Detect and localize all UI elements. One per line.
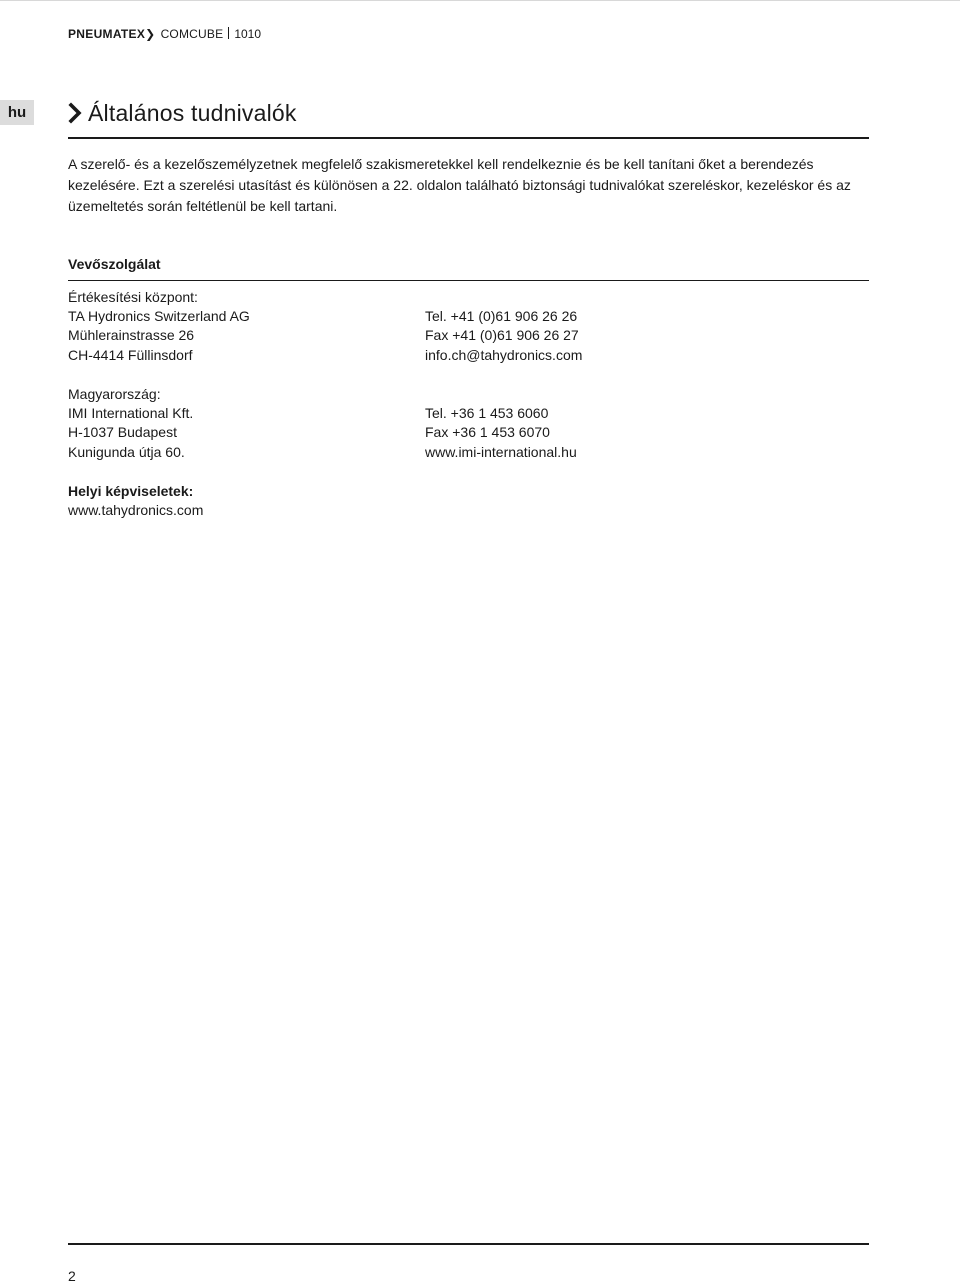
hungary-fax: Fax +36 1 453 6070 — [425, 424, 550, 440]
brand-name: PNEUMATEX — [68, 27, 146, 41]
chevron-right-icon: ❯ — [145, 27, 156, 41]
hq-street: Mühlerainstrasse 26 — [68, 327, 195, 343]
header-separator — [228, 27, 229, 39]
footer-rule — [68, 1243, 869, 1245]
hq-city: CH-4414 Füllinsdorf — [68, 347, 193, 363]
model-number: 1010 — [234, 27, 262, 41]
hungary-phone: Tel. +36 1 453 6060 — [425, 405, 549, 421]
hungary-website-link[interactable]: www.imi-international.hu — [425, 444, 577, 460]
hq-phone: Tel. +41 (0)61 906 26 26 — [425, 308, 578, 324]
hq-label: Értékesítési központ: — [68, 289, 198, 305]
service-heading: Vevőszolgálat — [68, 256, 161, 272]
page-title: Általános tudnivalók — [88, 100, 297, 126]
intro-paragraph: A szerelő- és a kezelőszemélyzetnek megfelelő szakismeretekkel kell rendelkeznie és be kell tanítani őket a berendezés kezelésére. Ezt a szerelési utasítást és különösen a 22. oldalon található biztonsági tudnivalókat szereléskor, kezeléskor és az üzemeltetés során feltétlenül be kell tartani. — [68, 156, 851, 214]
product-name: COMCUBE — [160, 27, 224, 41]
language-tab: hu — [0, 100, 34, 125]
title-rule — [68, 137, 869, 139]
hungary-company: IMI International Kft. — [68, 405, 194, 421]
hungary-city: H-1037 Budapest — [68, 424, 177, 440]
hq-fax: Fax +41 (0)61 906 26 27 — [425, 327, 579, 343]
local-reps-link[interactable]: www.tahydronics.com — [68, 502, 204, 518]
hungary-street: Kunigunda útja 60. — [68, 444, 185, 460]
top-rule — [0, 0, 960, 1]
local-reps-label: Helyi képviseletek: — [68, 483, 194, 499]
page-number: 2 — [68, 1268, 76, 1284]
hungary-label: Magyarország: — [68, 386, 161, 402]
hq-company: TA Hydronics Switzerland AG — [68, 308, 250, 324]
chevron-right-icon — [68, 102, 82, 124]
section-title — [68, 96, 297, 130]
service-rule — [68, 280, 869, 281]
running-header — [68, 26, 261, 42]
hq-email-link[interactable]: info.ch@tahydronics.com — [425, 347, 583, 363]
